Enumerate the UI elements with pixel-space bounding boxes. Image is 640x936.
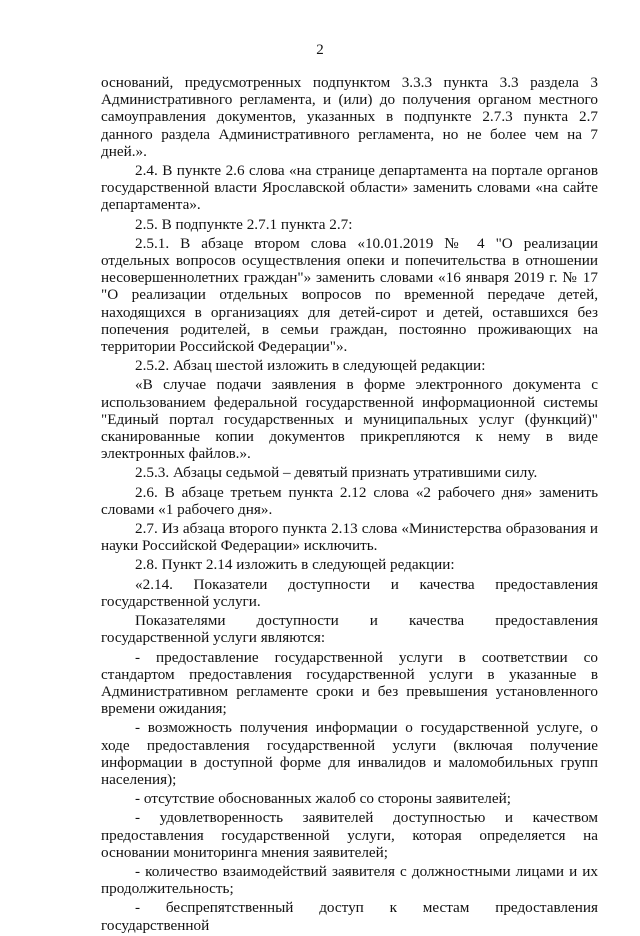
paragraph-6: 2.5.3. Абзацы седьмой – девятый признать утратившими силу. xyxy=(135,464,538,482)
paragraph-0: оснований, предусмотренных подпунктом 3.3.3 пункта 3.3 раздела 3 Административного регламента, и (или) до получения органом местного самоуправления документов, указанных в подпункте 2.7.3 пункта 2.7 данного раздела Административного регламента, но не более чем на 7 дней.». xyxy=(101,74,598,160)
document-body xyxy=(101,74,598,936)
paragraph-13: - возможность получения информации о государственной услуге, о ходе предоставления государственной услуги (включая получение информации в доступной форме для инвалидов и маломобильных групп населения); xyxy=(101,719,598,788)
paragraph-17: - беспрепятственный доступ к местам предоставления государственной xyxy=(101,899,598,934)
paragraph-7: 2.6. В абзаце третьем пункта 2.12 слова «2 рабочего дня» заменить словами «1 рабочего дня». xyxy=(101,483,598,518)
paragraph-11: Показателями доступности и качества предоставления государственной услуги являются: xyxy=(101,612,598,647)
paragraph-1: 2.4. В пункте 2.6 слова «на странице департамента на портале органов государственной власти Ярославской области» заменить словами «на сайте департамента». xyxy=(101,162,598,214)
paragraph-8: 2.7. Из абзаца второго пункта 2.13 слова «Министерства образования и науки Российской Федерации» исключить. xyxy=(101,520,598,555)
paragraph-16: - количество взаимодействий заявителя с должностными лицами и их продолжительность; xyxy=(101,862,598,898)
paragraph-14: - отсутствие обоснованных жалоб со стороны заявителей; xyxy=(135,790,511,808)
paragraph-5: «В случае подачи заявления в форме электронного документа с использованием федеральной государственной информационной системы "Единый портал государственных и муниципальных услуг (функций)" сканированные копии документов прикрепляются к нему в виде электронных файлов.». xyxy=(101,376,598,463)
paragraph-4: 2.5.2. Абзац шестой изложить в следующей редакции: xyxy=(135,357,486,375)
paragraph-9: 2.8. Пункт 2.14 изложить в следующей редакции: xyxy=(135,556,455,574)
paragraph-12: - предоставление государственной услуги в соответствии со стандартом предоставления государственной услуги в указанные в Административном регламенте сроки и без превышения установленного времени ожидания; xyxy=(101,648,598,718)
paragraph-15: - удовлетворенность заявителей доступностью и качеством предоставления государственной услуги, которая определяется на основании мониторинга мнения заявителей; xyxy=(101,809,598,861)
paragraph-3: 2.5.1. В абзаце втором слова «10.01.2019 № 4 "О реализации отдельных вопросов осуществления опеки и попечительства в отношении несовершеннолетних граждан"» заменить словами «16 января 2019 г. № 17 "О реализации отдельных вопросов по временной передаче детей, находящихся в организациях для детей-сирот и детей, оставшихся без попечения родителей, в семьи граждан, постоянно проживающих на территории Российской Федерации"». xyxy=(101,234,598,356)
page-number: 2 xyxy=(316,42,324,58)
paragraph-10: «2.14. Показатели доступности и качества предоставления государственной услуги. xyxy=(101,575,598,610)
paragraph-2: 2.5. В подпункте 2.7.1 пункта 2.7: xyxy=(135,215,353,233)
